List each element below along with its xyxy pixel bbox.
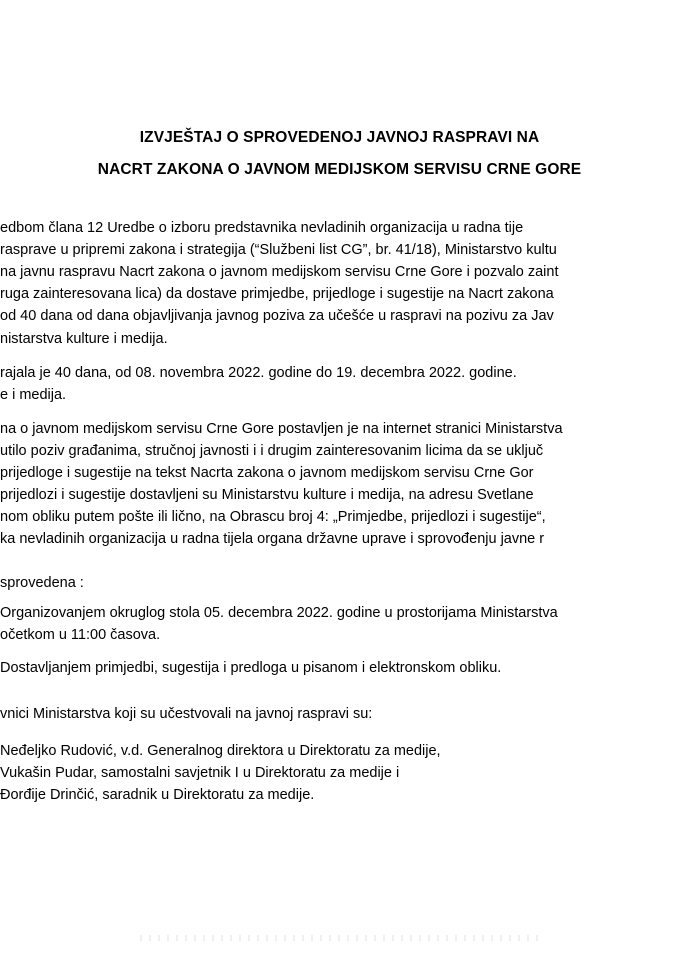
- paragraph-line: e i medija.: [0, 387, 67, 403]
- conducted-item-2: Dostavljanjem primjedbi, sugestija i predloga u pisanom i elektronskom obliku.: [0, 660, 502, 676]
- paragraph-line: nistarstva kulture i medija.: [0, 331, 168, 347]
- participant-name: Đorđije Drinčić, saradnik u Direktoratu za medije.: [0, 787, 315, 803]
- paragraph-line: ruga zainteresovana lica) da dostave primjedbe, prijedloge i sugestije na Nacrt zakona: [0, 286, 554, 302]
- paragraph-line: od 40 dana od dana objavljivanja javnog poziva za učešće u raspravi na pozivu za Jav: [0, 308, 554, 324]
- paragraph-line: edbom člana 12 Uredbe o izboru predstavnika nevladinih organizacija u radna tije: [0, 220, 524, 236]
- conducted-item-1: Organizovanjem okruglog stola 05. decembra 2022. godine u prostorijama Ministarstva: [0, 605, 558, 621]
- participants-heading: vnici Ministarstva koji su učestvovali na javnoj raspravi su:: [0, 706, 373, 722]
- document-title-line-2: NACRT ZAKONA O JAVNOM MEDIJSKOM SERVISU CRNE GORE: [97, 161, 582, 178]
- scan-artifact: [140, 935, 540, 941]
- participant-name: Vukašin Pudar, samostalni savjetnik I u Direktoratu za medije i: [0, 765, 400, 781]
- paragraph-line: rajala je 40 dana, od 08. novembra 2022. godine do 19. decembra 2022. godine.: [0, 365, 517, 381]
- paragraph-line: na o javnom medijskom servisu Crne Gore postavljen je na internet stranici Ministarstva: [0, 421, 563, 437]
- participant-name: Neđeljko Rudović, v.d. Generalnog direktora u Direktoratu za medije,: [0, 743, 441, 759]
- paragraph-line: prijedlozi i sugestije dostavljeni su Ministarstvu kulture i medija, na adresu Svetlane: [0, 487, 534, 503]
- conducted-item-1-continued: očetkom u 11:00 časova.: [0, 627, 161, 643]
- paragraph-line: utilo poziv građanima, stručnoj javnosti i i drugim zainteresovanim licima da se uključ: [0, 443, 544, 459]
- paragraph-line: nom obliku putem pošte ili lično, na Obrascu broj 4: „Primjedbe, prijedlozi i sugestije“,: [0, 509, 546, 525]
- conducted-heading: sprovedena :: [0, 575, 84, 591]
- paragraph-line: ka nevladinih organizacija u radna tijela organa državne uprave i sprovođenju javne r: [0, 531, 545, 547]
- paragraph-line: rasprave u pripremi zakona i strategija (“Službeni list CG”, br. 41/18), Ministarstvo kultu: [0, 242, 557, 258]
- document-title-line-1: IZVJEŠTAJ O SPROVEDENOJ JAVNOJ RASPRAVI NA: [139, 129, 540, 146]
- paragraph-line: na javnu raspravu Nacrt zakona o javnom medijskom servisu Crne Gore i pozvalo zaint: [0, 264, 559, 280]
- paragraph-line: prijedloge i sugestije na tekst Nacrta zakona o javnom medijskom servisu Crne Gor: [0, 465, 534, 481]
